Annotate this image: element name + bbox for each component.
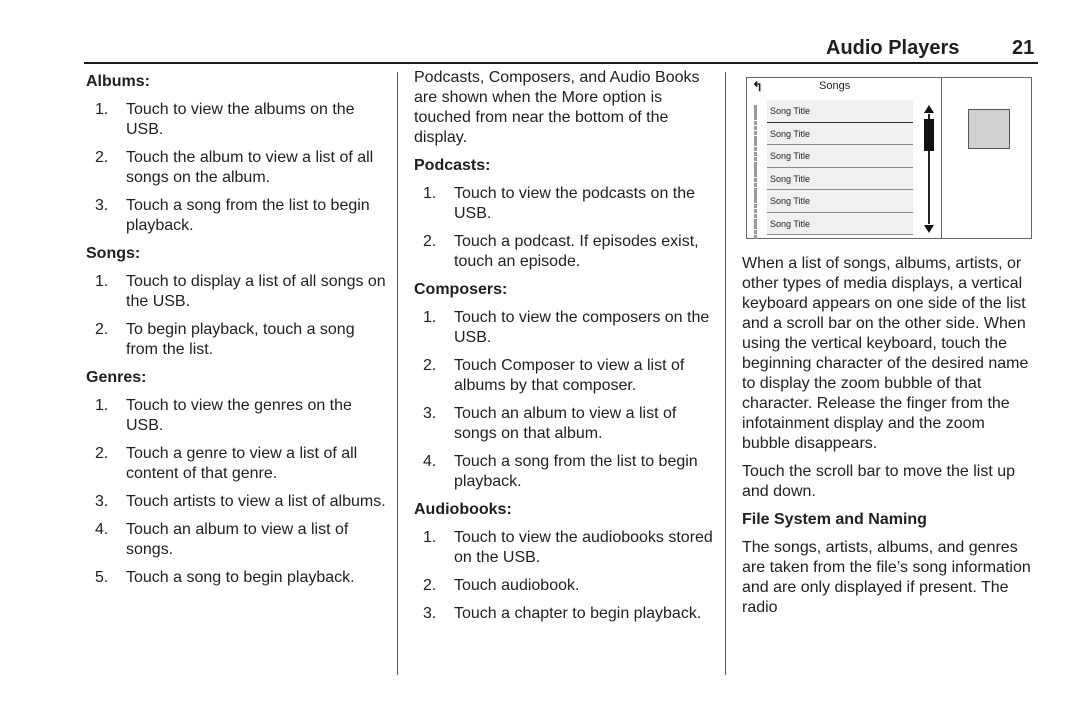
page-header-title: Audio Players: [826, 37, 960, 59]
list-item: 2. Touch a genre to view a list of all content of that genre.: [95, 445, 358, 482]
list-item: 1. Touch to view the albums on the USB.: [95, 101, 355, 138]
song-row: Song Title: [767, 100, 913, 123]
list-item: 2. Touch the album to view a list of all songs on the album.: [95, 149, 374, 186]
audiobooks-heading: Audiobooks:: [414, 501, 512, 518]
list-item: 2. To begin playback, touch a song from the list.: [95, 321, 355, 358]
column-3: [742, 254, 1036, 626]
column-divider-left: [397, 72, 398, 675]
file-system-description: The songs, artists, albums, and genres are taken from the file’s song information and are only displayed if present. The radio: [742, 539, 1031, 616]
more-option-intro: Podcasts, Composers, and Audio Books are shown when the More option is touched from near the bottom of the display.: [414, 69, 700, 146]
list-item: 4. Touch a song from the list to begin playback.: [423, 453, 698, 490]
list-item: 4. Touch an album to view a list of songs.: [95, 521, 349, 558]
column-1: [86, 72, 386, 596]
column-divider-right: [725, 72, 726, 675]
list-item: 5. Touch a song to begin playback.: [95, 569, 355, 586]
column-2: [414, 68, 714, 632]
song-list: [767, 100, 913, 235]
page-number: 21: [1012, 37, 1035, 59]
song-row: Song Title: [767, 168, 913, 191]
list-item: 1. Touch to display a list of all songs on the USB.: [95, 273, 386, 310]
list-item: 2. Touch a podcast. If episodes exist, touch an episode.: [423, 233, 699, 270]
scroll-thumb: [924, 119, 934, 151]
list-item: 2. Touch Composer to view a list of albums by that composer.: [423, 357, 685, 394]
podcasts-heading: Podcasts:: [414, 157, 491, 174]
list-item: 1. Touch to view the genres on the USB.: [95, 397, 352, 434]
scroll-bar-description: Touch the scroll bar to move the list up and down.: [742, 463, 1016, 500]
composers-list: [414, 308, 714, 492]
album-art-placeholder: [968, 109, 1010, 149]
genres-heading: Genres:: [86, 369, 147, 386]
genres-list: [86, 396, 386, 588]
list-item: 2. Touch audiobook.: [423, 577, 580, 594]
composers-heading: Composers:: [414, 281, 508, 298]
songs-heading: Songs:: [86, 245, 141, 262]
scroll-down-arrow-icon: [924, 225, 934, 233]
podcasts-list: [414, 184, 714, 272]
header-rule: [84, 62, 1038, 64]
albums-list: [86, 100, 386, 236]
list-item: 3. Touch a song from the list to begin playback.: [95, 197, 370, 234]
albums-heading: Albums:: [86, 73, 150, 90]
list-item: 3. Touch an album to view a list of songs on that album.: [423, 405, 677, 442]
list-item: 1. Touch to view the audiobooks stored on the USB.: [423, 529, 713, 566]
songs-list: [86, 272, 386, 360]
list-item: 1. Touch to view the podcasts on the USB.: [423, 185, 696, 222]
song-row: Song Title: [767, 145, 913, 168]
list-item: 1. Touch to view the composers on the USB.: [423, 309, 710, 346]
panel-divider: [941, 78, 942, 238]
list-item: 3. Touch artists to view a list of albums.: [95, 493, 386, 510]
songs-screen-illustration: [746, 77, 1032, 239]
song-row: Song Title: [767, 190, 913, 213]
vertical-keyboard: [754, 105, 760, 240]
audiobooks-list: [414, 528, 714, 624]
scroll-up-arrow-icon: [924, 105, 934, 113]
song-row: Song Title: [767, 123, 913, 146]
list-item: 3. Touch a chapter to begin playback.: [423, 605, 702, 622]
file-system-heading: File System and Naming: [742, 511, 927, 528]
song-row: Song Title: [767, 213, 913, 236]
screen-title: Songs: [819, 80, 851, 92]
back-arrow-icon: ↰: [752, 79, 763, 94]
keyboard-description: When a list of songs, albums, artists, or other types of media displays, a vertical keyboard appears on one side of the list and a scroll bar on the other side. When using the vertical keyboard, touch the beginning character of the desired name to display the zoom bubble of that character. Release the finger from the infotainment display and the zoom bubble disappears.: [742, 255, 1029, 452]
